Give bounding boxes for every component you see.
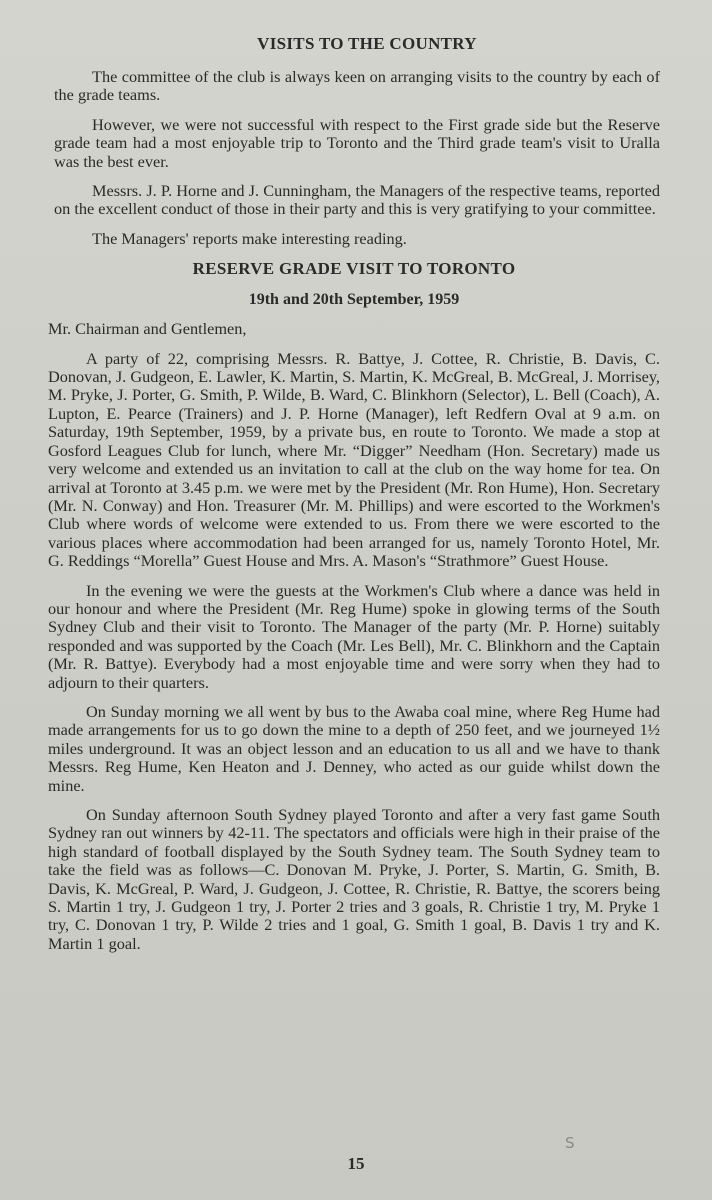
paragraph: The Managers' reports make interesting reading. [92, 228, 407, 248]
paragraph: Messrs. J. P. Horne and J. Cunningham, the Managers of the respective teams, reported on the excellent conduct of those in their party and this is very gratifying to your committee. [54, 181, 660, 219]
section-date: 19th and 20th September, 1959 [248, 291, 460, 309]
paragraph: However, we were not successful with respect to the First grade side but the Reserve grade team had a most enjoyable trip to Toronto and the Third grade team's visit to Uralla was the best ever. [54, 114, 660, 171]
paragraph: The committee of the club is always keen on arranging visits to the country by each of the grade teams. [54, 67, 660, 105]
page-number: 15 [347, 1154, 365, 1173]
pencil-annotation: S [565, 1134, 575, 1152]
paragraph: On Sunday afternoon South Sydney played Toronto and after a very fast game South Sydney ran out winners by 42-11. The spectators and officials were high in their praise of the high standard of football displayed by the South Sydney team. The South Sydney team to take the field was as follows—C. Donovan M. Pryke, J. Porter, S. Martin, G. Smith, B. Davis, K. McGreal, P. Ward, J. Gudgeon, J. Cottee, R. Christie, R. Battye, the scorers being S. Martin 1 try, J. Gudgeon 1 try, J. Porter 2 tries and 3 goals, R. Christie 1 try, M. Pryke 1 try, C. Donovan 1 try, P. Wilde 2 tries and 1 goal, G. Smith 1 goal, B. Davis 1 try and K. Martin 1 goal. [48, 805, 660, 953]
paragraph: A party of 22, comprising Messrs. R. Battye, J. Cottee, R. Christie, B. Davis, C. Donovan, J. Gudgeon, E. Lawler, K. Martin, S. Martin, K. McGreal, B. McGreal, J. Morrisey, M. Pryke, J. Porter, G. Smith, P. Wilde, B. Ward, C. Blinkhorn (Selector), L. Bell (Coach), A. Lupton, E. Pearce (Trainers) and J. P. Horne (Manager), left Redfern Oval at 9 a.m. on Saturday, 19th September, 1959, by a private bus, en route to Toronto. We made a stop at Gosford Leagues Club for lunch, where Mr. “Digger” Needham (Hon. Secretary) made us very welcome and extended us an invitation to call at the club on the way home for tea. On arrival at Toronto at 3.45 p.m. we were met by the President (Mr. Ron Hume), Hon. Secretary (Mr. N. Conway) and Hon. Treasurer (Mr. M. Phillips) and were escorted to the Workmen's Club where words of welcome were extended to us. From there we were escorted to the various places where accommodation had been arranged for us, namely Toronto Hotel, Mr. G. Reddings “Morella” Guest House and Mrs. A. Mason's “Strathmore” Guest House. [48, 348, 660, 571]
section-title-reserve: RESERVE GRADE VISIT TO TORONTO [192, 259, 516, 279]
section-reserve-grade [48, 259, 660, 953]
salutation: Mr. Chairman and Gentlemen, [48, 319, 247, 339]
paragraph: In the evening we were the guests at the Workmen's Club where a dance was held in our honour and where the President (Mr. Reg Hume) spoke in glowing terms of the South Sydney Club and their visit to Toronto. The Manager of the party (Mr. P. Horne) suitably responded and was supported by the Coach (Mr. Les Bell), Mr. C. Blinkhorn and the Captain (Mr. R. Battye). Everybody had a most enjoyable time and were sorry when they had to adjourn to their quarters. [48, 580, 660, 692]
section-title-visits: VISITS TO THE COUNTRY [257, 34, 477, 53]
section-visits-country [48, 34, 660, 248]
paragraph: On Sunday morning we all went by bus to the Awaba coal mine, where Reg Hume had made arrangements for us to go down the mine to a depth of 250 feet, and we journeyed 1½ miles underground. It was an object lesson and an education to us all and we have to thank Messrs. Reg Hume, Ken Heaton and J. Denney, who acted as our guide whilst down the mine. [48, 701, 660, 795]
